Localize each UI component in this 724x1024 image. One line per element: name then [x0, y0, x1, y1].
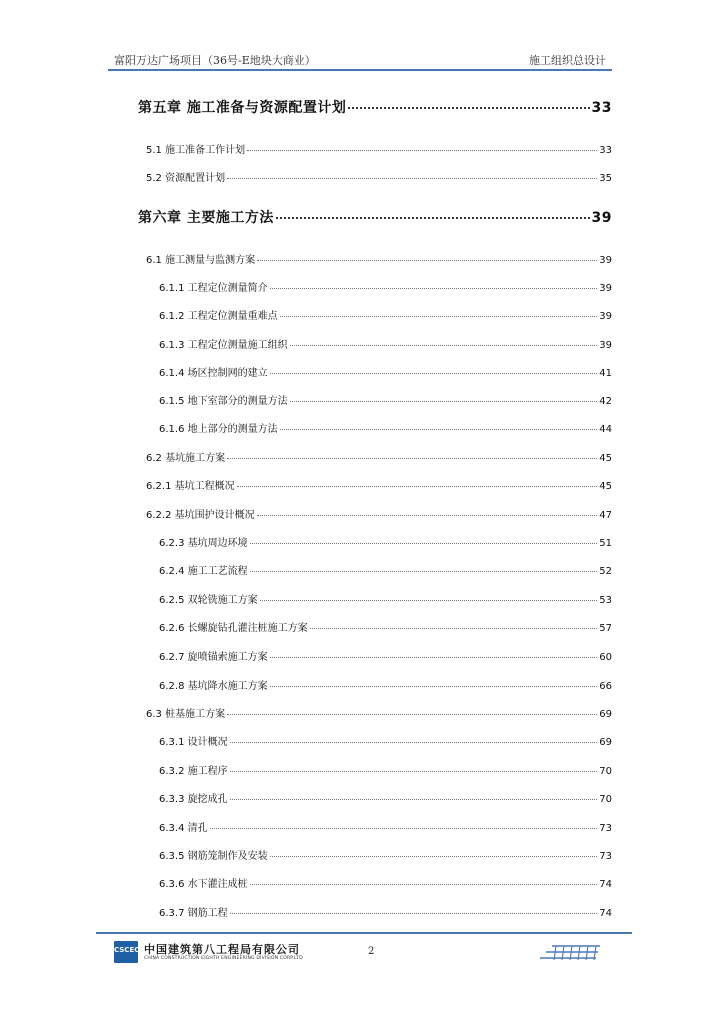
toc-leader-dots [348, 107, 589, 109]
toc-entry-label: 6.1.2 工程定位测量重难点 [159, 311, 278, 322]
toc-entry-page: 60 [599, 652, 612, 663]
toc-entry-5-1[interactable] [146, 141, 612, 156]
toc-leader-dots [250, 543, 598, 544]
toc-entry-page: 51 [599, 538, 612, 549]
toc-entry-label: 6.2.6 长螺旋钻孔灌注桩施工方案 [159, 623, 308, 634]
toc-entry-6-2-6[interactable] [159, 619, 612, 634]
toc-leader-dots [290, 401, 598, 402]
toc-entry-6-1-5[interactable] [159, 392, 612, 407]
toc-leader-dots [227, 714, 597, 715]
company-logo [114, 941, 138, 963]
toc-leader-dots [270, 657, 598, 658]
header-divider [108, 69, 612, 71]
toc-entry-6-3-3[interactable] [159, 790, 612, 805]
toc-leader-dots [257, 515, 598, 516]
toc-leader-dots [210, 828, 598, 829]
toc-entry-label: 5.1 施工准备工作计划 [146, 145, 246, 156]
toc-leader-dots [250, 884, 598, 885]
toc-leader-dots [230, 913, 598, 914]
corporate-mark-icon [538, 942, 604, 964]
toc-entry-6-2-5[interactable] [159, 591, 612, 606]
page-number: 2 [368, 946, 375, 957]
toc-entry-label: 6.2 基坑施工方案 [146, 453, 226, 464]
toc-entry-6-1-1[interactable] [159, 279, 612, 294]
toc-leader-dots [237, 486, 598, 487]
toc-entry-page: 69 [599, 709, 612, 720]
toc-entry-chapter-6[interactable] [138, 207, 612, 227]
toc-entry-page: 39 [599, 283, 612, 294]
toc-entry-page: 74 [599, 879, 612, 890]
toc-entry-label: 6.3.3 旋挖成孔 [159, 794, 228, 805]
toc-entry-page: 33 [591, 100, 612, 116]
toc-entry-page: 39 [591, 210, 612, 226]
toc-entry-6-1-6[interactable] [159, 420, 612, 435]
toc-entry-label: 6.1.4 场区控制网的建立 [159, 368, 268, 379]
toc-leader-dots [290, 345, 598, 346]
toc-entry-label: 5.2 资源配置计划 [146, 173, 226, 184]
toc-entry-page: 73 [599, 851, 612, 862]
toc-entry-6-3-6[interactable] [159, 875, 612, 890]
toc-entry-6-1[interactable] [146, 251, 612, 266]
toc-entry-page: 70 [599, 766, 612, 777]
toc-entry-6-3-5[interactable] [159, 847, 612, 862]
toc-leader-dots [230, 799, 598, 800]
toc-entry-label: 6.2.7 旋喷锚索施工方案 [159, 652, 268, 663]
toc-entry-6-2[interactable] [146, 449, 612, 464]
toc-leader-dots [270, 856, 598, 857]
toc-entry-label: 6.2.4 施工工艺流程 [159, 566, 248, 577]
toc-entry-6-3[interactable] [146, 705, 612, 720]
toc-leader-dots [230, 771, 598, 772]
toc-leader-dots [280, 316, 598, 317]
toc-entry-6-3-2[interactable] [159, 762, 612, 777]
toc-entry-label: 6.2.5 双轮铣施工方案 [159, 595, 258, 606]
toc-entry-6-1-3[interactable] [159, 336, 612, 351]
toc-entry-label: 6.2.1 基坑工程概况 [146, 481, 235, 492]
toc-entry-page: 39 [599, 311, 612, 322]
toc-entry-label: 6.3.2 施工程序 [159, 766, 228, 777]
header-document-title: 施工组织总设计 [529, 54, 606, 67]
toc-entry-label: 6.3 桩基施工方案 [146, 709, 226, 720]
toc-entry-6-3-7[interactable] [159, 904, 612, 919]
toc-leader-dots [250, 571, 598, 572]
toc-entry-5-2[interactable] [146, 169, 612, 184]
toc-leader-dots [276, 217, 590, 219]
page-header [108, 48, 612, 70]
company-name-en: CHINA CONSTRUCTION EIGHTH ENGINEERING DIVISION CORP.LTD [144, 956, 303, 961]
toc-entry-label: 6.2.2 基坑围护设计概况 [146, 510, 255, 521]
toc-entry-6-2-4[interactable] [159, 562, 612, 577]
toc-entry-page: 57 [599, 623, 612, 634]
toc-entry-label: 6.3.5 钢筋笼制作及安装 [159, 851, 268, 862]
toc-entry-page: 44 [599, 424, 612, 435]
company-name-cn: 中国建筑第八工程局有限公司 [144, 943, 300, 956]
toc-entry-label: 第五章 施工准备与资源配置计划 [138, 100, 347, 116]
toc-entry-page: 35 [599, 173, 612, 184]
toc-leader-dots [257, 260, 597, 261]
toc-entry-page: 47 [599, 510, 612, 521]
toc-entry-label: 6.1 施工测量与监测方案 [146, 255, 256, 266]
toc-entry-page: 45 [599, 453, 612, 464]
toc-entry-label: 6.1.1 工程定位测量简介 [159, 283, 268, 294]
toc-entry-6-2-7[interactable] [159, 648, 612, 663]
toc-entry-page: 70 [599, 794, 612, 805]
toc-entry-page: 66 [599, 681, 612, 692]
toc-leader-dots [227, 458, 597, 459]
toc-entry-page: 69 [599, 737, 612, 748]
toc-entry-6-2-2[interactable] [146, 506, 612, 521]
toc-entry-label: 第六章 主要施工方法 [138, 210, 274, 226]
toc-entry-page: 33 [599, 145, 612, 156]
toc-entry-label: 6.3.1 设计概况 [159, 737, 228, 748]
toc-entry-6-2-8[interactable] [159, 677, 612, 692]
toc-entry-page: 42 [599, 396, 612, 407]
toc-entry-label: 6.2.3 基坑周边环境 [159, 538, 248, 549]
toc-leader-dots [270, 373, 598, 374]
toc-entry-label: 6.3.6 水下灌注成桩 [159, 879, 248, 890]
toc-entry-page: 39 [599, 340, 612, 351]
toc-entry-label: 6.1.6 地上部分的测量方法 [159, 424, 278, 435]
toc-entry-6-1-4[interactable] [159, 364, 612, 379]
toc-entry-6-3-1[interactable] [159, 733, 612, 748]
toc-entry-6-3-4[interactable] [159, 819, 612, 834]
toc-entry-6-1-2[interactable] [159, 307, 612, 322]
toc-leader-dots [280, 429, 598, 430]
toc-entry-page: 39 [599, 255, 612, 266]
toc-leader-dots [230, 742, 598, 743]
toc-leader-dots [247, 150, 597, 151]
toc-leader-dots [270, 686, 598, 687]
toc-entry-page: 73 [599, 823, 612, 834]
toc-leader-dots [270, 288, 598, 289]
header-project-title: 富阳万达广场项目（36号-E地块大商业） [114, 54, 316, 67]
toc-entry-chapter-5[interactable] [138, 97, 612, 117]
toc-entry-label: 6.3.7 钢筋工程 [159, 908, 228, 919]
toc-entry-label: 6.3.4 清孔 [159, 823, 208, 834]
footer-divider [96, 932, 632, 934]
toc-entry-page: 52 [599, 566, 612, 577]
company-logo-text: CSCEC [114, 946, 140, 954]
toc-entry-page: 41 [599, 368, 612, 379]
toc-entry-page: 74 [599, 908, 612, 919]
toc-leader-dots [260, 600, 598, 601]
toc-leader-dots [310, 628, 598, 629]
toc-leader-dots [227, 178, 597, 179]
toc-entry-page: 53 [599, 595, 612, 606]
toc-entry-label: 6.1.3 工程定位测量施工组织 [159, 340, 288, 351]
toc-entry-page: 45 [599, 481, 612, 492]
toc-entry-6-2-3[interactable] [159, 534, 612, 549]
toc-entry-6-2-1[interactable] [146, 477, 612, 492]
toc-entry-label: 6.2.8 基坑降水施工方案 [159, 681, 268, 692]
toc-entry-label: 6.1.5 地下室部分的测量方法 [159, 396, 288, 407]
